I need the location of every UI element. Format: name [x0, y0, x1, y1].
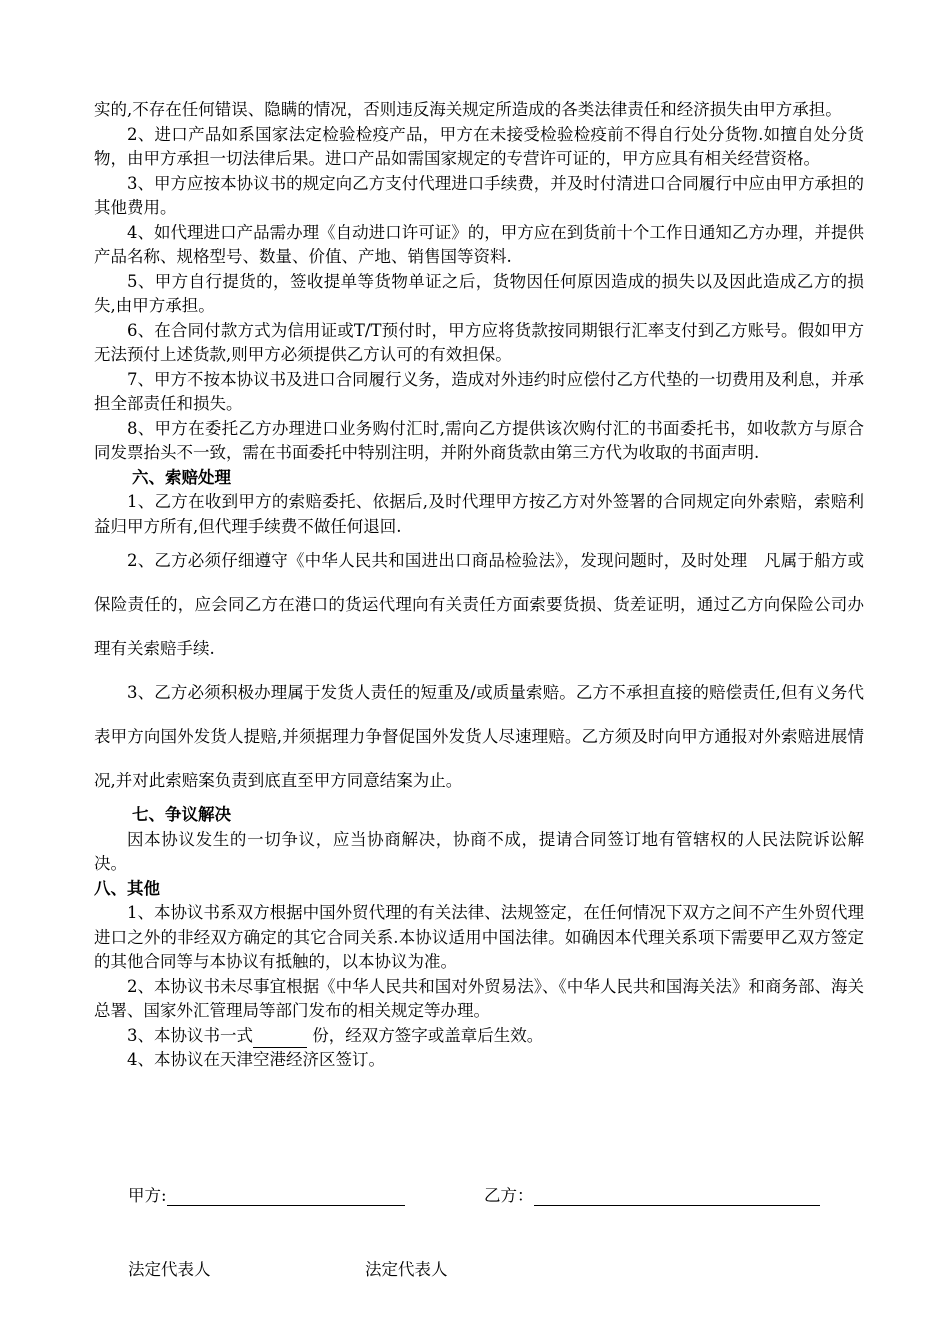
- clause-8-2: 2、本协议书未尽事宜根据《中华人民共和国对外贸易法》、《中华人民共和国海关法》和商务部、海关总署、国家外汇管理局等部门发布的相关规定等办理。: [94, 976, 864, 1020]
- clause-6-2: 2、乙方必须仔细遵守《中华人民共和国进出口商品检验法》，发现问题时，及时处理 凡属于船方或保险责任的，应会同乙方在港口的货运代理向有关责任方面索要货损、货差证明，通过乙方向保险公司办理有关索赔手续.: [94, 551, 864, 658]
- party-a-label: 甲方:: [128, 1186, 167, 1205]
- clause-7-1: 因本协议发生的一切争议，应当协商解决，协商不成，提请合同签订地有管辖权的人民法院诉讼解决。: [94, 829, 864, 873]
- clause-5-3: 3、甲方应按本协议书的规定向乙方支付代理进口手续费，并及时付清进口合同履行中应由甲方承担的其他费用。: [94, 173, 864, 217]
- party-b-label: 乙方：: [484, 1186, 534, 1205]
- clause-5-8: 8、甲方在委托乙方办理进口业务购付汇时,需向乙方提供该次购付汇的书面委托书，如收款方与原合同发票抬头不一致，需在书面委托中特别注明，并附外商货款由第三方代为收取的书面声明.: [94, 418, 864, 462]
- clause-8-1: 1、本协议书系双方根据中国外贸代理的有关法律、法规签定，在任何情况下双方之间不产生外贸代理进口之外的非经双方确定的其它合同关系.本协议适用中国法律。如确因本代理关系项下需要甲乙双方签定的其他合同等与本协议有抵触的，以本协议为准。: [94, 903, 864, 971]
- clause-6-3: 3、乙方必须积极办理属于发货人责任的短重及/或质量索赔。乙方不承担直接的赔偿责任,但有义务代表甲方向国外发货人提赔,并须据理力争督促国外发货人尽速理赔。乙方须及时向甲方通报对外索赔进展情况,并对此索赔案负责到底直至甲方同意结案为止。: [94, 683, 864, 790]
- clause-6-1: 1、乙方在收到甲方的索赔委托、依据后,及时代理甲方按乙方对外签署的合同规定向外索赔，索赔利益归甲方所有,但代理手续费不做任何退回.: [94, 492, 864, 536]
- party-a-representative: 法定代表人: [128, 1260, 211, 1279]
- clause-8-3-before: 3、本协议书一式: [127, 1025, 253, 1045]
- clause-5-2: 2、进口产品如系国家法定检验检疫产品，甲方在未接受检验检疫前不得自行处分货物.如擅自处分货物，由甲方承担一切法律后果。进口产品如需国家规定的专营许可证的，甲方应具有相关经营资格。: [94, 124, 864, 168]
- section-heading-disputes: 七、争议解决: [132, 805, 231, 824]
- clause-8-3: [94, 1024, 864, 1049]
- party-b-representative: 法定代表人: [365, 1260, 448, 1279]
- clause-5-5: 5、甲方自行提货的，签收提单等货物单证之后，货物因任何原因造成的损失以及因此造成乙方的损失,由甲方承担。: [94, 271, 864, 315]
- clause-5-7: 7、甲方不按本协议书及进口合同履行义务，造成对外违约时应偿付乙方代垫的一切费用及利息，并承担全部责任和损失。: [94, 369, 864, 413]
- continued-paragraph: 实的,不存在任何错误、隐瞒的情况，否则违反海关规定所造成的各类法律责任和经济损失由甲方承担。: [94, 100, 842, 119]
- clause-8-4: 4、本协议在天津空港经济区签订。: [127, 1050, 385, 1069]
- party-a-line: [167, 1187, 405, 1206]
- clause-8-3-after: 份，经双方签字或盖章后生效。: [312, 1025, 544, 1045]
- copies-blank: [253, 1031, 307, 1048]
- clause-5-6: 6、在合同付款方式为信用证或T/T预付时，甲方应将货款按同期银行汇率支付到乙方账号。假如甲方无法预付上述货款,则甲方必须提供乙方认可的有效担保。: [94, 320, 864, 364]
- party-a-signature: [128, 1182, 405, 1206]
- section-heading-other: 八、其他: [94, 878, 160, 898]
- party-b-signature: [484, 1182, 820, 1206]
- party-b-line: [534, 1187, 820, 1206]
- contract-page: [94, 98, 864, 1073]
- clause-5-4: 4、如代理进口产品需办理《自动进口许可证》的，甲方应在到货前十个工作日通知乙方办理，并提供产品名称、规格型号、数量、价值、产地、销售国等资料.: [94, 222, 864, 266]
- section-heading-claims: 六、索赔处理: [132, 467, 231, 487]
